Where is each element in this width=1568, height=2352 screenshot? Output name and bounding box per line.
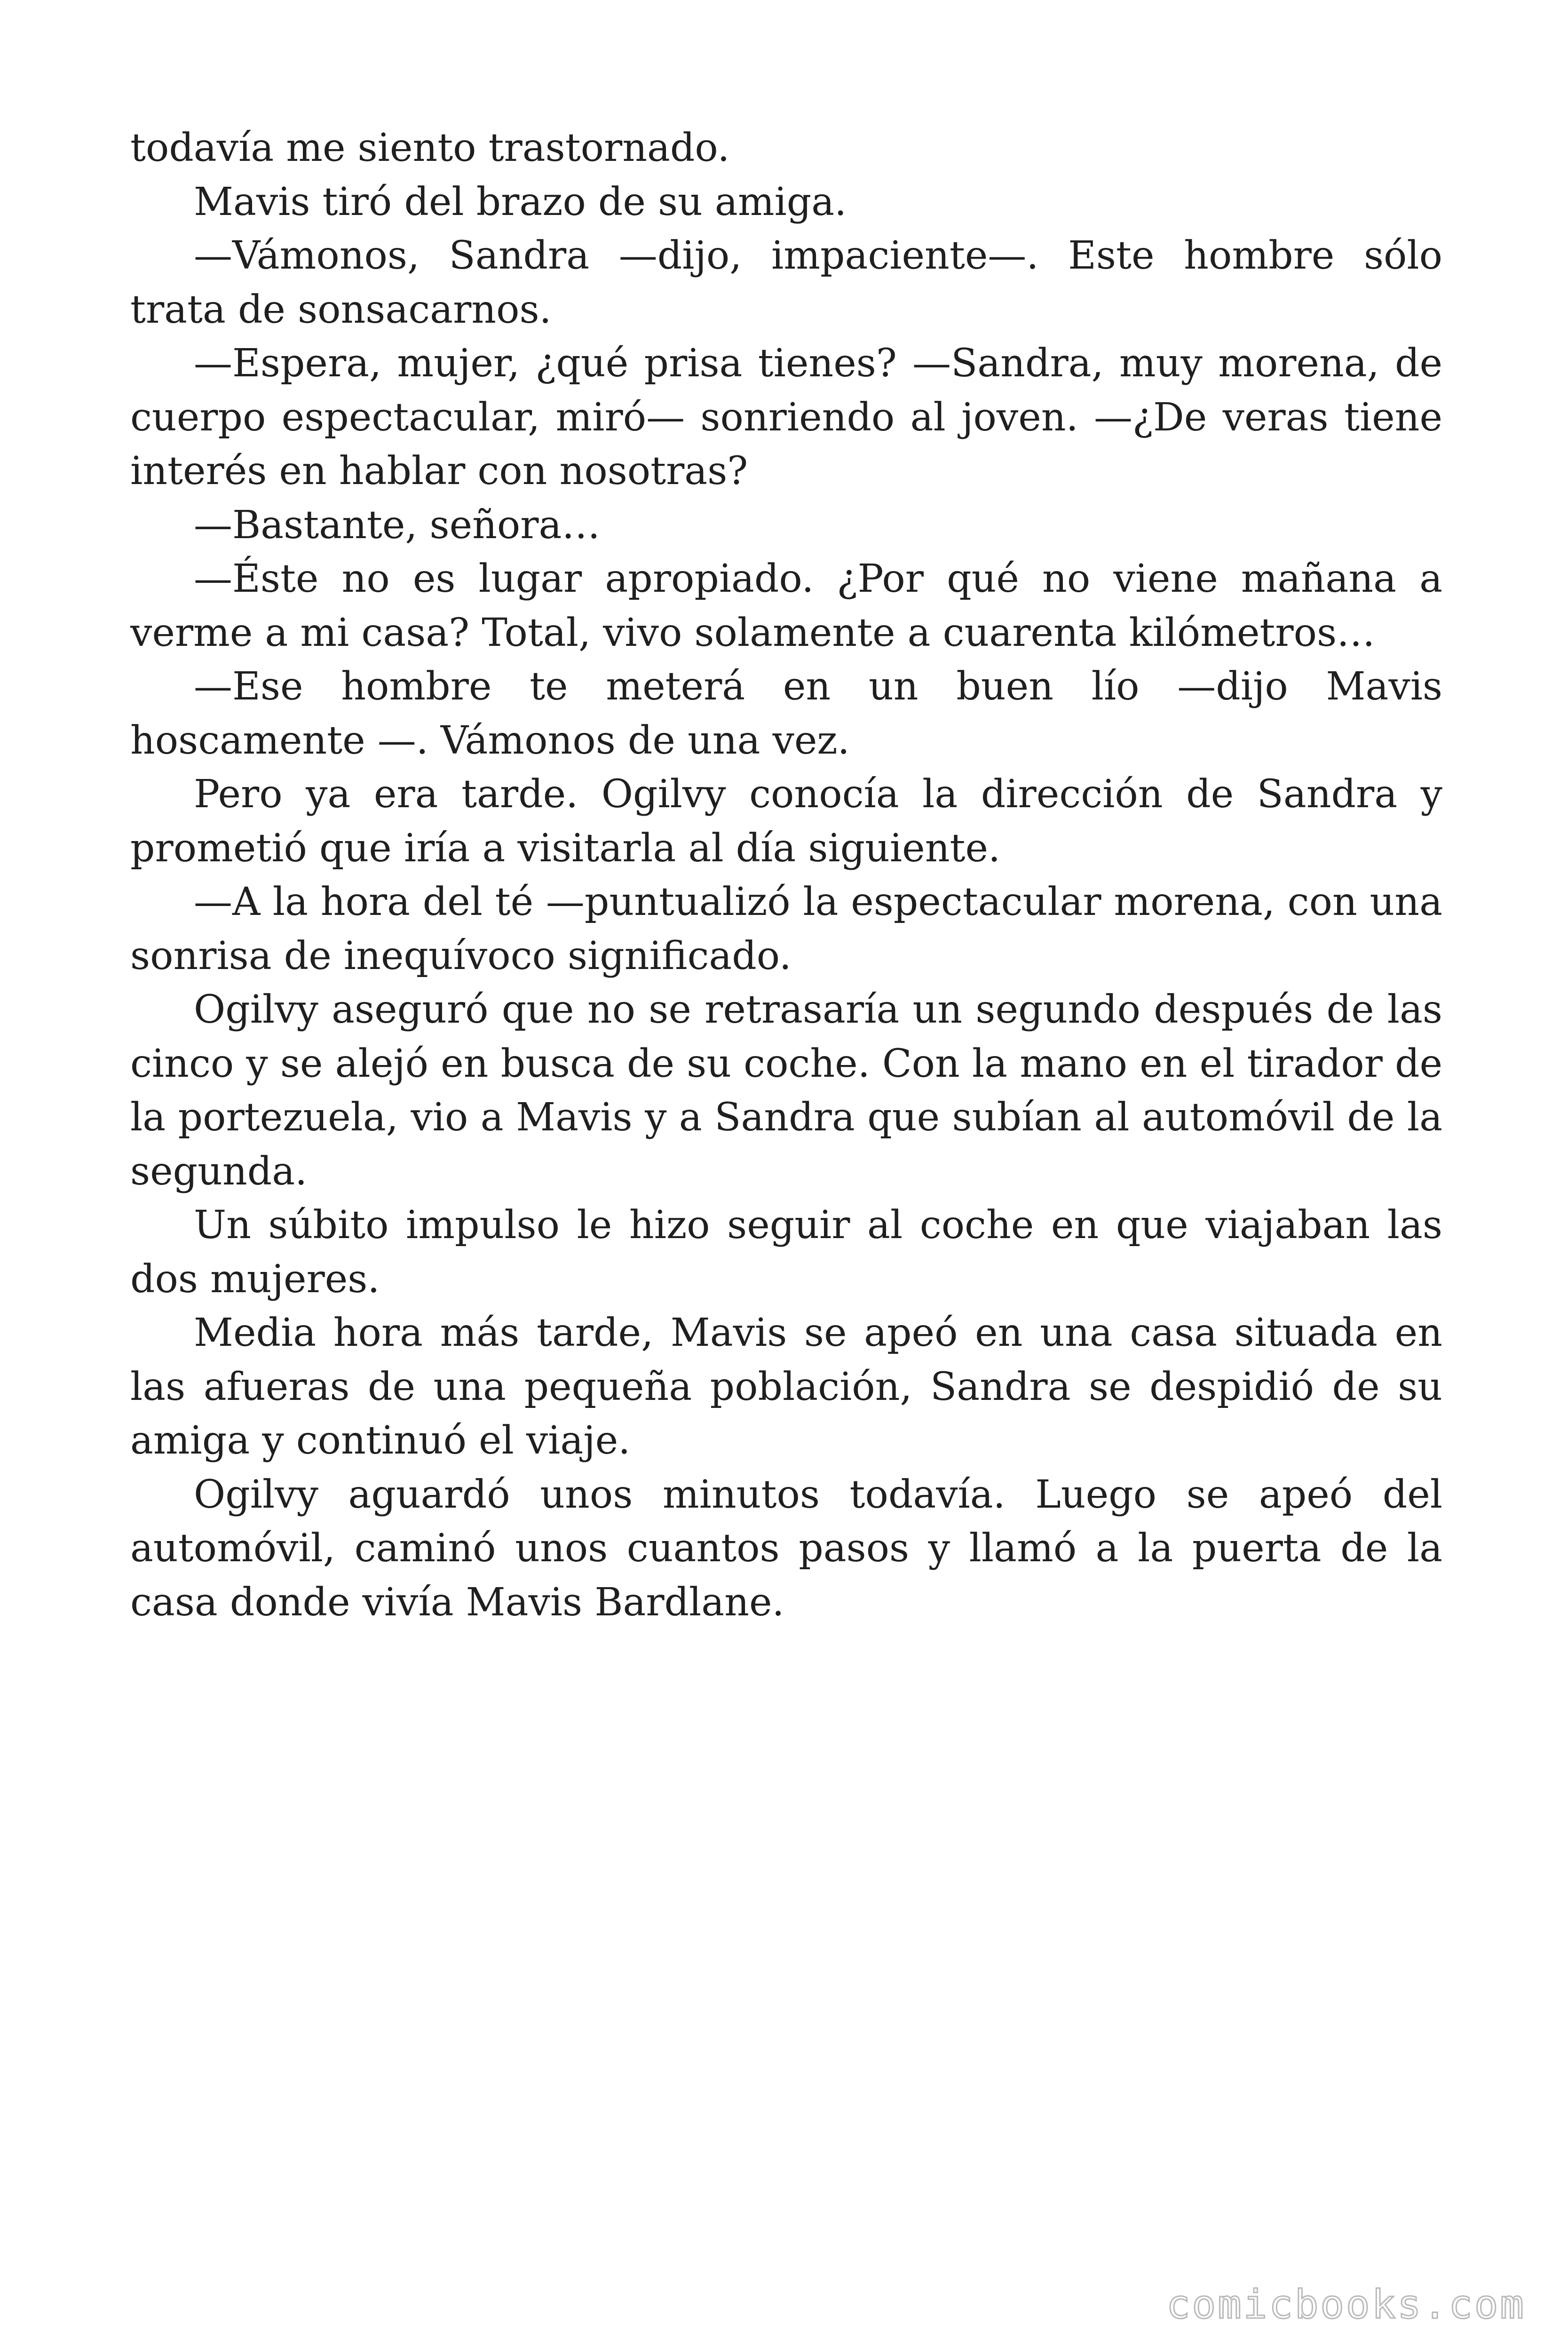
paragraph: —Espera, mujer, ¿qué prisa tienes? —Sandra, muy morena, de cuerpo espectacular, miró— sonriendo al joven. —¿De veras tiene interés en hablar con nosotras? <box>130 341 1442 493</box>
paragraph: —Vámonos, Sandra —dijo, impaciente—. Este hombre sólo trata de sonsacarnos. <box>130 233 1442 332</box>
paragraph: Media hora más tarde, Mavis se apeó en una casa situada en las afueras de una pequeña población, Sandra se despidió de su amiga y continuó el viaje. <box>130 1311 1442 1463</box>
body-text <box>130 121 1442 1629</box>
paragraph: Un súbito impulso le hizo seguir al coche en que viajaban las dos mujeres. <box>130 1203 1442 1302</box>
paragraph: Pero ya era tarde. Ogilvy conocía la dirección de Sandra y prometió que iría a visitarla al día siguiente. <box>130 772 1442 871</box>
paragraph: —Ese hombre te meterá en un buen lío —dijo Mavis hoscamente —. Vámonos de una vez. <box>130 664 1442 763</box>
paragraph: Ogilvy aseguró que no se retrasaría un segundo después de las cinco y se alejó en busca de su coche. Con la mano en el tirador de la portezuela, vio a Mavis y a Sandra que subían al automóvil de la segunda. <box>130 987 1442 1194</box>
paragraph: —A la hora del té —puntualizó la espectacular morena, con una sonrisa de inequívoco significado. <box>130 880 1442 978</box>
paragraph: —Bastante, señora… <box>194 502 601 548</box>
paragraph: Mavis tiró del brazo de su amiga. <box>194 179 847 224</box>
watermark: comicbooks.com <box>1166 2281 1526 2328</box>
paragraph: Ogilvy aguardó unos minutos todavía. Luego se apeó del automóvil, caminó unos cuantos pasos y llamó a la puerta de la casa donde vivía Mavis Bardlane. <box>130 1472 1442 1625</box>
paragraph: —Éste no es lugar apropiado. ¿Por qué no viene mañana a verme a mi casa? Total, vivo solamente a cuarenta kilómetros… <box>130 556 1442 655</box>
paragraph-continuation: todavía me siento trastornado. <box>130 126 730 170</box>
